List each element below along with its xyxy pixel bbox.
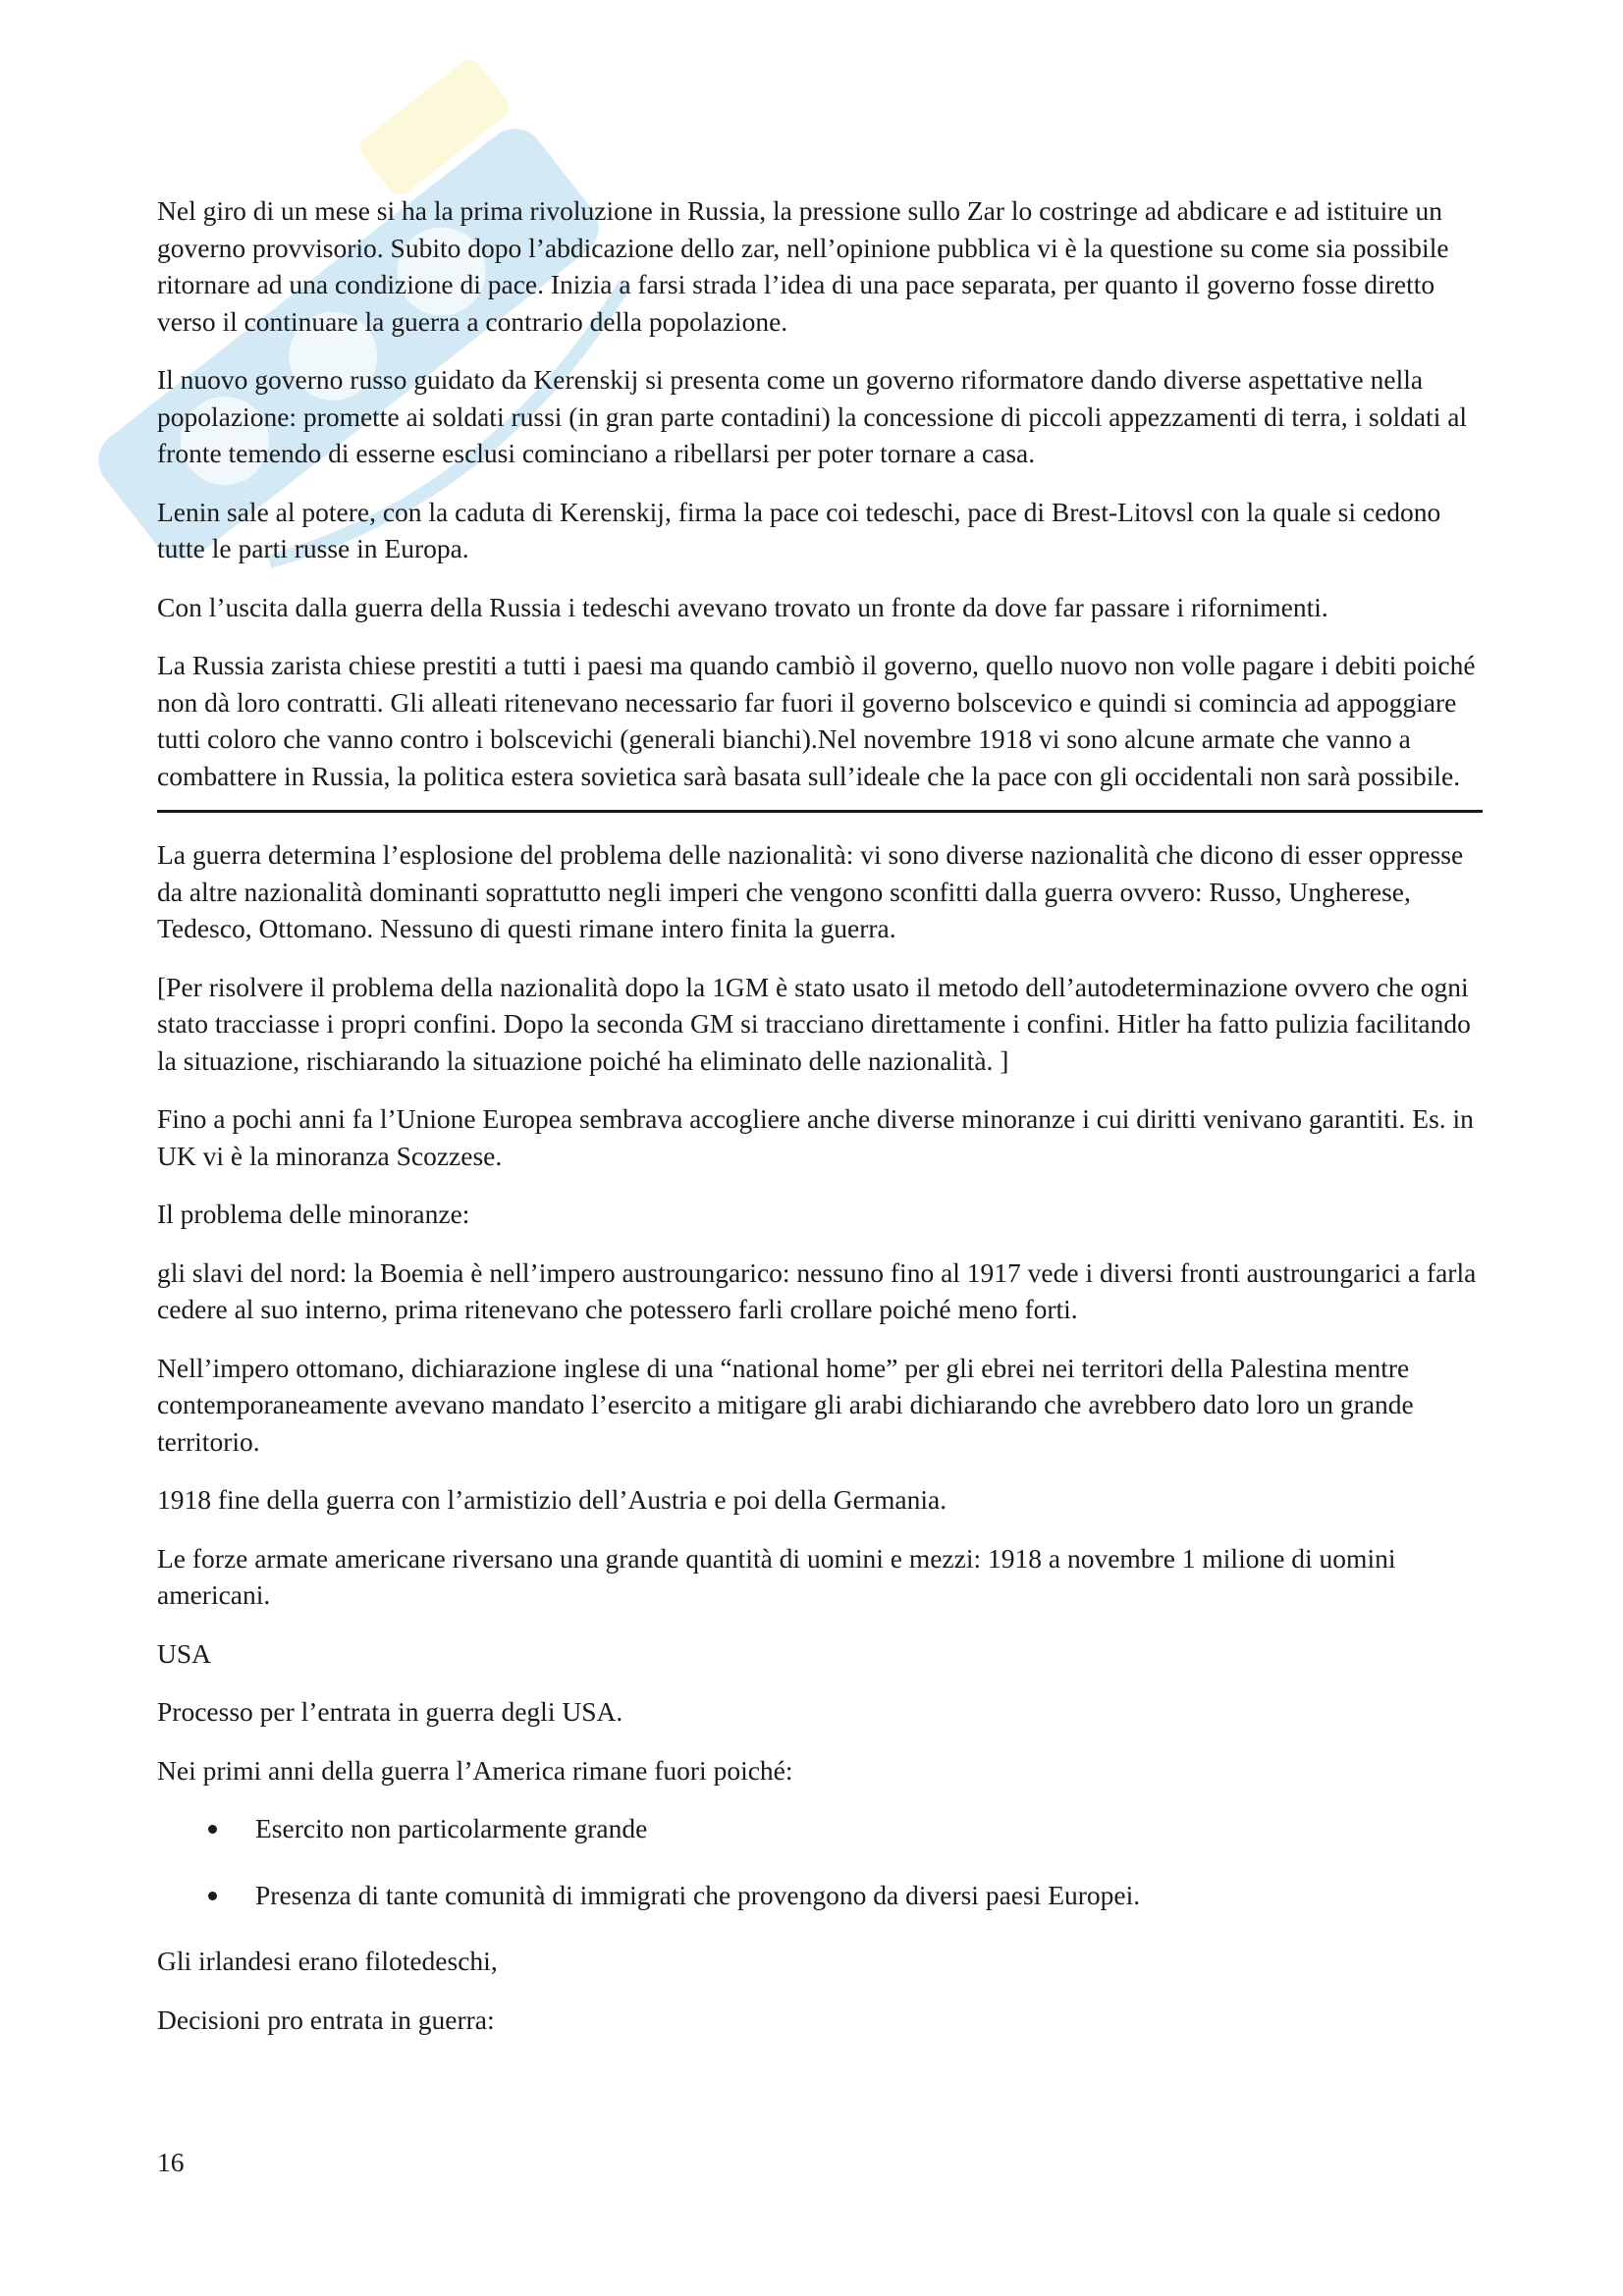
paragraph: Il problema delle minoranze: [157, 1199, 470, 1229]
list-item-text: Esercito non particolarmente grande [255, 1813, 648, 1843]
paragraph: 1918 fine della guerra con l’armistizio dell’Austria e poi della Germania. [157, 1484, 947, 1515]
bullet-icon [208, 1825, 217, 1834]
paragraph: Processo per l’entrata in guerra degli USA. [157, 1696, 623, 1727]
section-heading: USA [157, 1637, 212, 1669]
paragraph: Con l’uscita dalla guerra della Russia i tedeschi avevano trovato un fronte da dove far passare i rifornimenti. [157, 591, 1328, 622]
paragraph: Decisioni pro entrata in guerra: [157, 2003, 495, 2035]
list-item [157, 1810, 1483, 1847]
paragraph: Il nuovo governo russo guidato da Kerenskij si presenta come un governo riformatore dando diverse aspettative nella popolazione: promette ai soldati russi (in gran parte contadini) la concessione di piccoli appezzamenti di terra, i soldati al fronte temendo di esserne esclusi cominciano a ribellarsi per poter tornare a casa. [157, 364, 1468, 468]
paragraph: La Russia zarista chiese prestiti a tutti i paesi ma quando cambiò il governo, quello nuovo non volle pagare i debiti poiché non dà loro contratti. Gli alleati ritenevano necessario far fuori il governo bolscevico e quindi si comincia ad appoggiare tutti coloro che vanno contro i bolscevichi (generali bianchi).Nel novembre 1918 vi sono alcune armate che vanno a combattere in Russia, la politica estera sovietica sarà basata sull’ideale che la pace con gli occidentali non sarà possibile. [157, 650, 1476, 791]
paragraph: Le forze armate americane riversano una grande quantità di uomini e mezzi: 1918 a novembre 1 milione di uomini americani. [157, 1542, 1396, 1610]
paragraph: Nel giro di un mese si ha la prima rivoluzione in Russia, la pressione sullo Zar lo costringe ad abdicare e ad istituire un governo provvisorio. Subito dopo l’abdicazione dello zar, nell’opinione pubblica vi è la questione su come sia possibile ritornare ad una condizione di pace. Inizia a farsi strada l’idea di una pace separata, per quanto il governo fosse diretto verso il continuare la guerra a contrario della popolazione. [157, 195, 1449, 337]
paragraph: La guerra determina l’esplosione del problema delle nazionalità: vi sono diverse nazionalità che dicono di esser oppresse da altre nazionalità dominanti soprattutto negli imperi che vengono sconfitti dalla guerra ovvero: Russo, Ungherese, Tedesco, Ottomano. Nessuno di questi rimane intero finita la guerra. [157, 839, 1464, 943]
list-item-text: Presenza di tante comunità di immigrati che provengono da diversi paesi Europei. [255, 1879, 1141, 1910]
paragraph: [Per risolvere il problema della nazionalità dopo la 1GM è stato usato il metodo dell’autodeterminazione ovvero che ogni stato tracciasse i propri confini. Dopo la seconda GM si tracciano direttamente i confini. Hitler ha fatto pulizia facilitando la situazione, rischiarando la situazione poiché ha eliminato delle nazionalità. ] [157, 971, 1471, 1076]
bullet-list [157, 1810, 1483, 1913]
paragraph: Nei primi anni della guerra l’America rimane fuori poiché: [157, 1754, 793, 1786]
section-divider [157, 810, 1483, 813]
paragraph: Fino a pochi anni fa l’Unione Europea sembrava accogliere anche diverse minoranze i cui diritti venivano garantiti. Es. in UK vi è la minoranza Scozzese. [157, 1103, 1474, 1171]
bullet-icon [208, 1892, 217, 1900]
document-body [157, 192, 1483, 2059]
paragraph: Nell’impero ottomano, dichiarazione inglese di una “national home” per gli ebrei nei territori della Palestina mentre contemporaneamente avevano mandato l’esercito a mitigare gli arabi dichiarando che avrebbero dato loro un grande territorio. [157, 1352, 1414, 1457]
paragraph: Gli irlandesi erano filotedeschi, [157, 1946, 498, 1976]
page-number: 16 [157, 2147, 185, 2177]
paragraph: gli slavi del nord: la Boemia è nell’impero austroungarico: nessuno fino al 1917 vede i diversi fronti austroungarici a farla cedere al suo interno, prima ritenevano che potessero farli crollare poiché meno forti. [157, 1256, 1477, 1324]
list-item [157, 1877, 1483, 1914]
paragraph: Lenin sale al potere, con la caduta di Kerenskij, firma la pace coi tedeschi, pace di Brest-Litovsl con la quale si cedono tutte le parti russe in Europa. [157, 496, 1441, 563]
